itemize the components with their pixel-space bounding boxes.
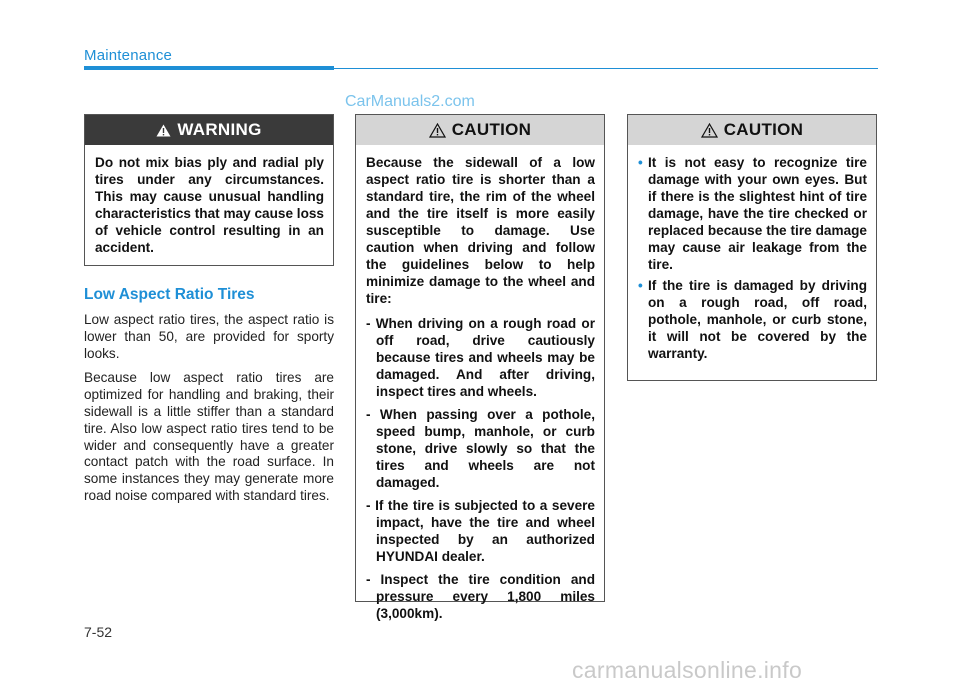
- caution-intro: Because the sidewall of a low aspect ratio tire is shorter than a standard tire, the rim of the wheel and the tire itself is more easily susceptible to damage. Use caution when driving and follow the guidelines below to help minimize damage to the wheel and tire:: [366, 155, 595, 306]
- warning-text: Do not mix bias ply and radial ply tires under any circumstances. This may cause unusual handling characteristics that may cause loss of vehicle control resulting in an accident.: [95, 155, 324, 255]
- section-body: [84, 312, 334, 513]
- warning-header: [85, 115, 333, 145]
- caution-bullet-text: If the tire is damaged by driving on a rough road, off road, pothole, manhole, or curb stone, it will not be covered by the warranty.: [648, 278, 867, 361]
- section-title: Maintenance: [84, 47, 173, 64]
- page-number: 7-52: [84, 624, 113, 640]
- header-rule-accent: [84, 66, 334, 70]
- section-heading: Low Aspect Ratio Tires: [84, 286, 255, 303]
- caution-list-item: - When passing over a pothole, speed bump, manhole, or curb stone, drive slowly so that the tires and wheels are not damaged.: [366, 407, 595, 490]
- caution-box-sidewall: [355, 114, 605, 621]
- caution-bullet-item: [638, 277, 867, 362]
- caution-list-item: - If the tire is subjected to a severe impact, have the tire and wheel inspected by an authorized HYUNDAI dealer.: [366, 498, 595, 564]
- bullet-icon: •: [638, 278, 643, 293]
- watermark-top: CarManuals2.com: [345, 93, 475, 110]
- caution-body: [356, 145, 604, 638]
- warning-box: [84, 114, 334, 266]
- caution-bullet-item: [638, 154, 867, 273]
- caution-triangle-icon: [429, 123, 446, 138]
- header-rule-line: [334, 68, 878, 69]
- warning-triangle-icon: [156, 124, 171, 137]
- caution-title: CAUTION: [723, 120, 804, 139]
- caution-bullet-text: It is not easy to recognize tire damage with your own eyes. But if there is the slightest hint of tire damage, have the tire checked or replaced because the tire damage may cause air leakage from the tire.: [648, 155, 867, 272]
- caution-body: [628, 145, 876, 376]
- caution-title: CAUTION: [451, 120, 532, 139]
- section-paragraph: Low aspect ratio tires, the aspect ratio is lower than 50, are provided for sporty looks.: [84, 312, 334, 361]
- caution-triangle-icon: [701, 123, 718, 138]
- warning-title: WARNING: [177, 120, 262, 139]
- caution-header: [356, 115, 604, 145]
- caution-list-item: - When driving on a rough road or off road, drive cautiously because tires and wheels may be damaged. And after driving, inspect tires and wheels.: [366, 316, 595, 399]
- caution-header: [628, 115, 876, 145]
- watermark-bottom: carmanualsonline.info: [572, 657, 803, 683]
- bullet-icon: •: [638, 155, 643, 170]
- caution-list-item: - Inspect the tire condition and pressure every 1,800 miles (3,000km).: [366, 572, 595, 621]
- warning-body: [85, 145, 333, 266]
- section-paragraph: Because low aspect ratio tires are optimized for handling and braking, their sidewall is a little stiffer than a standard tire. Also low aspect ratio tires tend to be wider and consequently have a greater contact patch with the road surface. In some instances they may generate more road noise compared with standard tires.: [84, 370, 334, 503]
- caution-box-damage: [627, 114, 877, 381]
